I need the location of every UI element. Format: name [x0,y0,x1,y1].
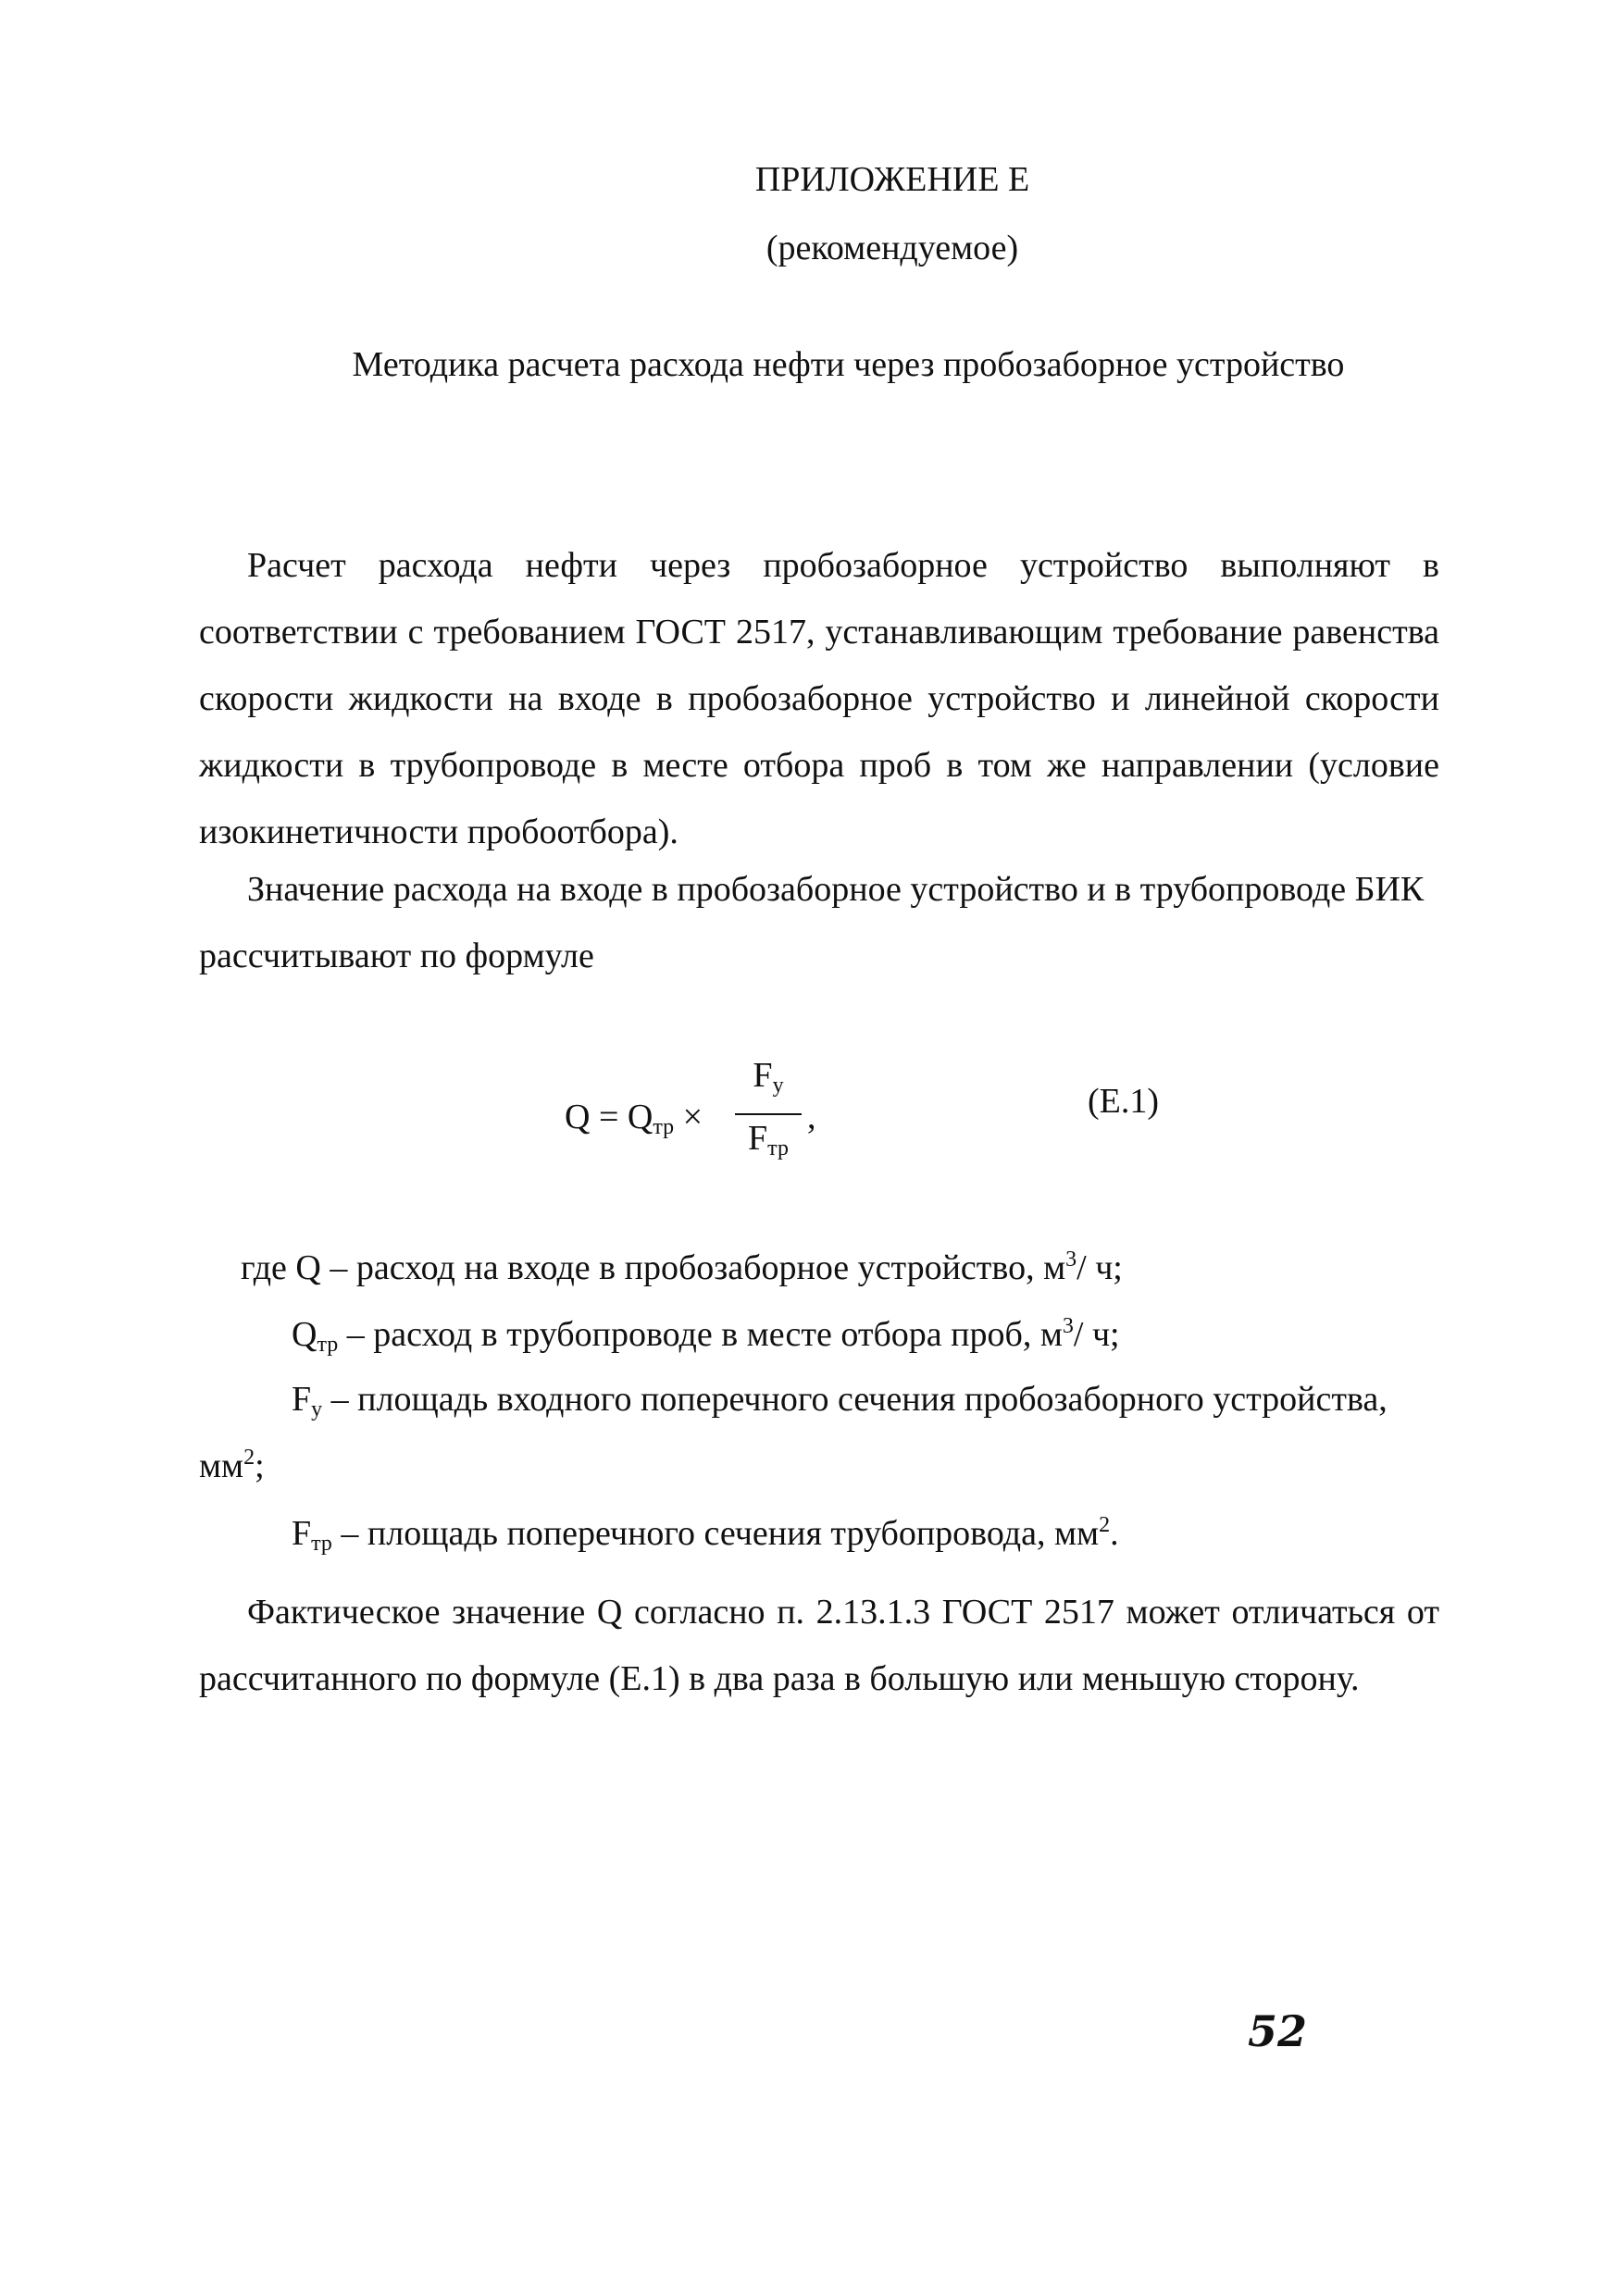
legend-f-y-unit: $мм^2$; [199,1446,265,1485]
legend-q: где Q – расход на входе в пробозаборное устройство, $м^3/$ ч; [241,1247,1123,1287]
fraction-bar [735,1113,802,1115]
paragraph-intro-text: Расчет расхода нефти через пробозаборное устройство выполняют в соответствии с требованием ГОСТ 2517, устанавливающим требование равенства скорости жидкости на входе в пробозаборное устройство и линейной скорости жидкости в трубопроводе в месте отбора проб в том же направлении (условие изокинетичности пробоотбора). [199,546,1439,851]
legend-f-tr: $F_{тр}$ – площадь поперечного сечения трубопровода, $мм^2$. [292,1513,1119,1556]
formula-lhs: $Q = Q_{тр}$ × [565,1098,703,1139]
paragraph-note [199,1579,1439,1712]
paragraph-intro [199,532,1439,865]
page-number: 52 [1248,2006,1308,2056]
method-title: Методика расчета расхода нефти через пробозаборное устройство [352,345,1345,384]
appendix-title: ПРИЛОЖЕНИЕ Е [754,160,1030,199]
paragraph-formula-intro-text: Значение расхода на входе в пробозаборное устройство и в трубопроводе БИК рассчитывают по формуле [199,870,1425,975]
paragraph-formula-intro [199,856,1439,989]
appendix-subtitle: (рекомендуемое) [765,229,1019,267]
legend-q-tr: $Q_{тр}$ – расход в трубопроводе в месте отбора проб, $м^3/$ ч; [292,1314,1120,1357]
legend-f-y: $F_у$ – площадь входного поперечного сечения пробозаборного устройства, [292,1380,1388,1421]
paragraph-note-text: Фактическое значение Q согласно п. 2.13.1.3 ГОСТ 2517 может отличаться от рассчитанного по формуле (Е.1) в два раза в большую или меньшую сторону. [199,1593,1439,1698]
formula-comma: , [807,1098,816,1136]
formula-denominator: $F_{тр}$ [748,1119,789,1160]
formula-numerator: $F_у$ [753,1056,784,1098]
equation-number: (Е.1) [1088,1082,1160,1121]
